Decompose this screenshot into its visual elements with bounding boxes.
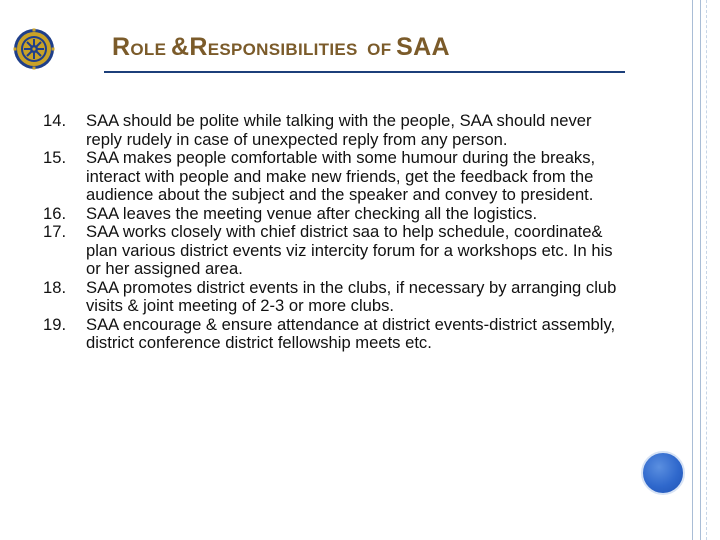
list-item-number: 16. (43, 203, 67, 223)
title-word: OF (367, 40, 392, 59)
title-word: OLE (130, 40, 167, 59)
list-item (40, 279, 630, 316)
list-item-text: SAA should be polite while talking with the people, SAA should never reply rudely in case of unexpected reply from any person. (86, 111, 592, 149)
list-item-text: SAA makes people comfortable with some humour during the breaks, interact with people and make new friends, get the feedback from the audience about the subject and the speaker and convey to president. (86, 148, 596, 204)
list-item (40, 112, 630, 149)
list-item-number: 17. (43, 222, 67, 241)
list-item (40, 149, 630, 205)
list-item (40, 316, 630, 353)
title-initial: R (112, 33, 131, 61)
list-item-number: 14. (43, 111, 67, 130)
list-item (40, 205, 630, 224)
title-underline (104, 71, 625, 73)
slide-border-line (700, 0, 701, 540)
list-item (40, 223, 630, 279)
list-item-text: SAA works closely with chief district saa to help schedule, coordinate& plan various district events viz intercity forum for a workshops etc. In his or her assigned area. (86, 222, 613, 278)
title-initial: R (189, 33, 208, 61)
title-word: SAA (396, 33, 450, 61)
responsibilities-list (40, 112, 630, 353)
slide-border-line (692, 0, 693, 540)
list-item-number: 19. (43, 314, 67, 334)
title-ampersand: & (170, 33, 190, 61)
list-item-text: SAA encourage & ensure attendance at district events-district assembly, district conference district fellowship meets etc. (86, 314, 616, 352)
page-title (112, 33, 582, 67)
list-item-number: 18. (43, 277, 67, 297)
title-word: ESPONSIBILITIES (207, 40, 358, 59)
rotary-wheel-icon (13, 28, 55, 70)
slide-border-line (706, 0, 707, 540)
list-item-text: SAA leaves the meeting venue after checking all the logistics. (86, 203, 538, 223)
list-item-text: SAA promotes district events in the clubs, if necessary by arranging club visits & joint meeting of 2-3 or more clubs. (86, 277, 617, 315)
decorative-circle (641, 451, 685, 495)
list-item-number: 15. (43, 148, 67, 167)
